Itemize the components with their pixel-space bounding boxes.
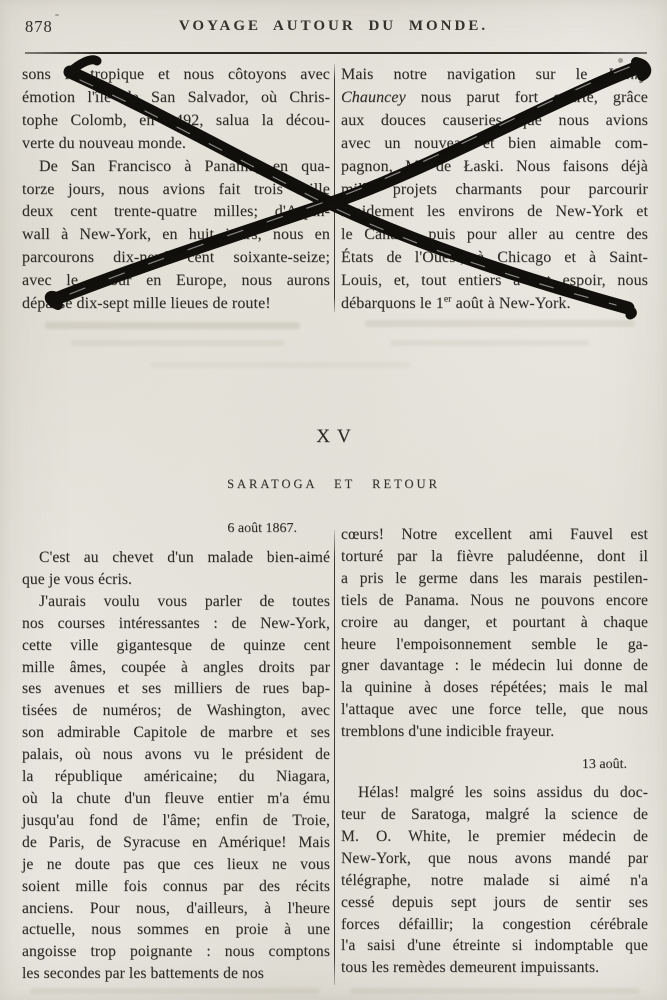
text-line: forces défaillir; la congestion cérébrale (341, 915, 648, 933)
paragraph (22, 547, 330, 591)
paragraph (22, 591, 330, 985)
top-right-column (341, 64, 648, 316)
text-line: son admirable Capitole de marbre et ses (22, 724, 330, 742)
text-line: actuelle, nous sommes en proie à une (22, 921, 330, 939)
bleedthrough-smudge (390, 340, 590, 346)
text-line: cette ville gigantesque de quinze cent (22, 636, 330, 654)
text-line: Chauncey nous parut fort courte, grâce (341, 88, 648, 106)
text-line: où la chute d'un fleuve entier m'a ému (22, 789, 330, 807)
bleedthrough-smudge (70, 340, 285, 346)
text-line: États de l'Ouest, à Chicago et à Saint- (341, 249, 648, 267)
text-line: télégraphe, notre malade si aimé n'a (341, 871, 648, 889)
paragraph (22, 64, 330, 156)
text-line: ses avenues et ses milliers de rues bap- (22, 680, 330, 698)
text-line: aux douces causeries que nous avions (341, 111, 648, 129)
date-line: 6 août 1867. (227, 521, 297, 536)
text-line: tophe Colomb, en 1492, salua la décou- (22, 111, 330, 129)
text-line: anciens. Pour nous, d'ailleurs, à l'heure (22, 899, 330, 917)
bleedthrough-smudge (150, 362, 410, 368)
column-divider-top (334, 64, 335, 312)
text-line: J'aurais voulu vous parler de toutes (39, 592, 330, 610)
text-line: De San Francisco à Panama, en qua- (39, 157, 330, 175)
text-line: tisées de numéros; de Washington, avec (22, 702, 330, 720)
text-line: avec le retour en Europe, nous aurons (22, 272, 330, 290)
text-line: la république américaine; du Niagara, (22, 768, 330, 786)
text-line: émotion l'île de San Salvador, où Chris- (22, 88, 330, 106)
chapter-number: XV (316, 426, 358, 447)
bleedthrough-smudge (30, 988, 320, 994)
text-line: palais, où nous avons vu le président de (22, 746, 330, 764)
bleedthrough-smudge (365, 320, 635, 327)
text-line: l'a saisi d'une étreinte si indomptable que (341, 937, 648, 955)
paragraph (341, 782, 648, 979)
text-line: angoisse trop poignante : nous comptons (22, 943, 330, 961)
text-line: débarquons le 1er août à New-York. (341, 293, 571, 313)
paragraph (341, 64, 648, 316)
text-line: mille âmes, coupée à angles droits par (22, 658, 330, 676)
text-line: wall à New-York, en huit jours, nous en (22, 226, 330, 244)
running-title: VOYAGE AUTOUR DU MONDE. (178, 18, 489, 34)
bleedthrough-smudge (45, 322, 300, 329)
text-line: gner davantage : le médecin lui donne de (341, 657, 648, 675)
text-line: deux cent trente-quatre milles; d'Aspin- (22, 203, 330, 221)
text-line: torze jours, nous avions fait trois mille (22, 180, 330, 198)
text-line: a pris le germe dans les marais pestilen- (341, 569, 648, 587)
text-line: verte du nouveau monde. (22, 134, 187, 152)
text-line: soient mille fois connus par des récits (22, 877, 330, 895)
lower-left-column (22, 518, 330, 985)
text-line: torturé par la fièvre paludéenne, dont il (341, 547, 648, 565)
text-line: nos courses intéressantes : de New-York, (22, 614, 330, 632)
text-line: avec un nouveau et bien aimable com- (341, 134, 648, 152)
header-rule (25, 52, 647, 54)
text-line: cessé depuis sept jours de sentir ses (341, 893, 648, 911)
text-line: heure l'empoisonnement semble le ga- (341, 635, 648, 653)
paragraph (22, 156, 330, 316)
text-line: M. O. White, le premier médecin de (341, 827, 648, 845)
text-line: je ne doute pas que ces lieux ne vous (22, 855, 330, 873)
bleedthrough-smudge (350, 988, 640, 994)
text-line: croire au danger, et pourtant à chaque (341, 613, 648, 631)
text-line: mille projets charmants pour parcourir (341, 180, 648, 198)
text-line: rapidement les environs de New-York et (341, 203, 648, 221)
text-line: pagnon, M. de Łaski. Nous faisons déjà (341, 157, 648, 175)
text-line: dépassé dix-sept mille lieues de route! (22, 295, 271, 313)
text-line: de Paris, de Syracuse en Amérique! Mais (22, 833, 330, 851)
text-line: que je vous écris. (22, 570, 133, 588)
date-line: 13 août. (581, 757, 627, 773)
ink-speck (618, 58, 623, 63)
text-line: sons le tropique et nous côtoyons avec (22, 66, 330, 83)
ink-speck (55, 14, 59, 16)
text-line: le Canada, puis pour aller au centre des (341, 226, 648, 244)
text-line: tiels de Panama. Nous ne pouvons encore (341, 591, 648, 609)
text-line: Hélas! malgré les soins assidus du doc- (358, 784, 648, 802)
text-line: teur de Saratoga, malgré la science de (341, 805, 648, 823)
column-divider-bottom (334, 530, 335, 985)
text-line: jusqu'au fond de l'âme; enfin de Troie, (22, 811, 330, 829)
paragraph (341, 524, 648, 743)
text-line: C'est au chevet d'un malade bien-aimé (39, 549, 330, 566)
text-line: New-York, que nous avons mandé par (341, 849, 648, 867)
text-line: les secondes par les battements de nos (22, 965, 264, 983)
text-line: la quinine à doses répétées; mais le mal (341, 679, 648, 697)
text-line: tous les remèdes demeurent impuissants. (341, 959, 600, 977)
chapter-title: SARATOGA ET RETOUR (227, 477, 440, 491)
lower-right-column (341, 524, 648, 979)
top-left-column (22, 64, 330, 316)
text-line: Mais notre navigation sur le Henry (341, 66, 648, 83)
text-line: cœurs! Notre excellent ami Fauvel est (341, 526, 648, 543)
text-line: l'attaque avec une force telle, que nous (341, 701, 648, 719)
text-line: Louis, et, tout entiers à cet espoir, nous (341, 272, 648, 290)
text-line: tremblons d'une indicible frayeur. (341, 723, 555, 741)
text-line: parcourons dix-neuf cent soixante-seize; (22, 249, 330, 267)
page-number: 878 (25, 17, 53, 36)
